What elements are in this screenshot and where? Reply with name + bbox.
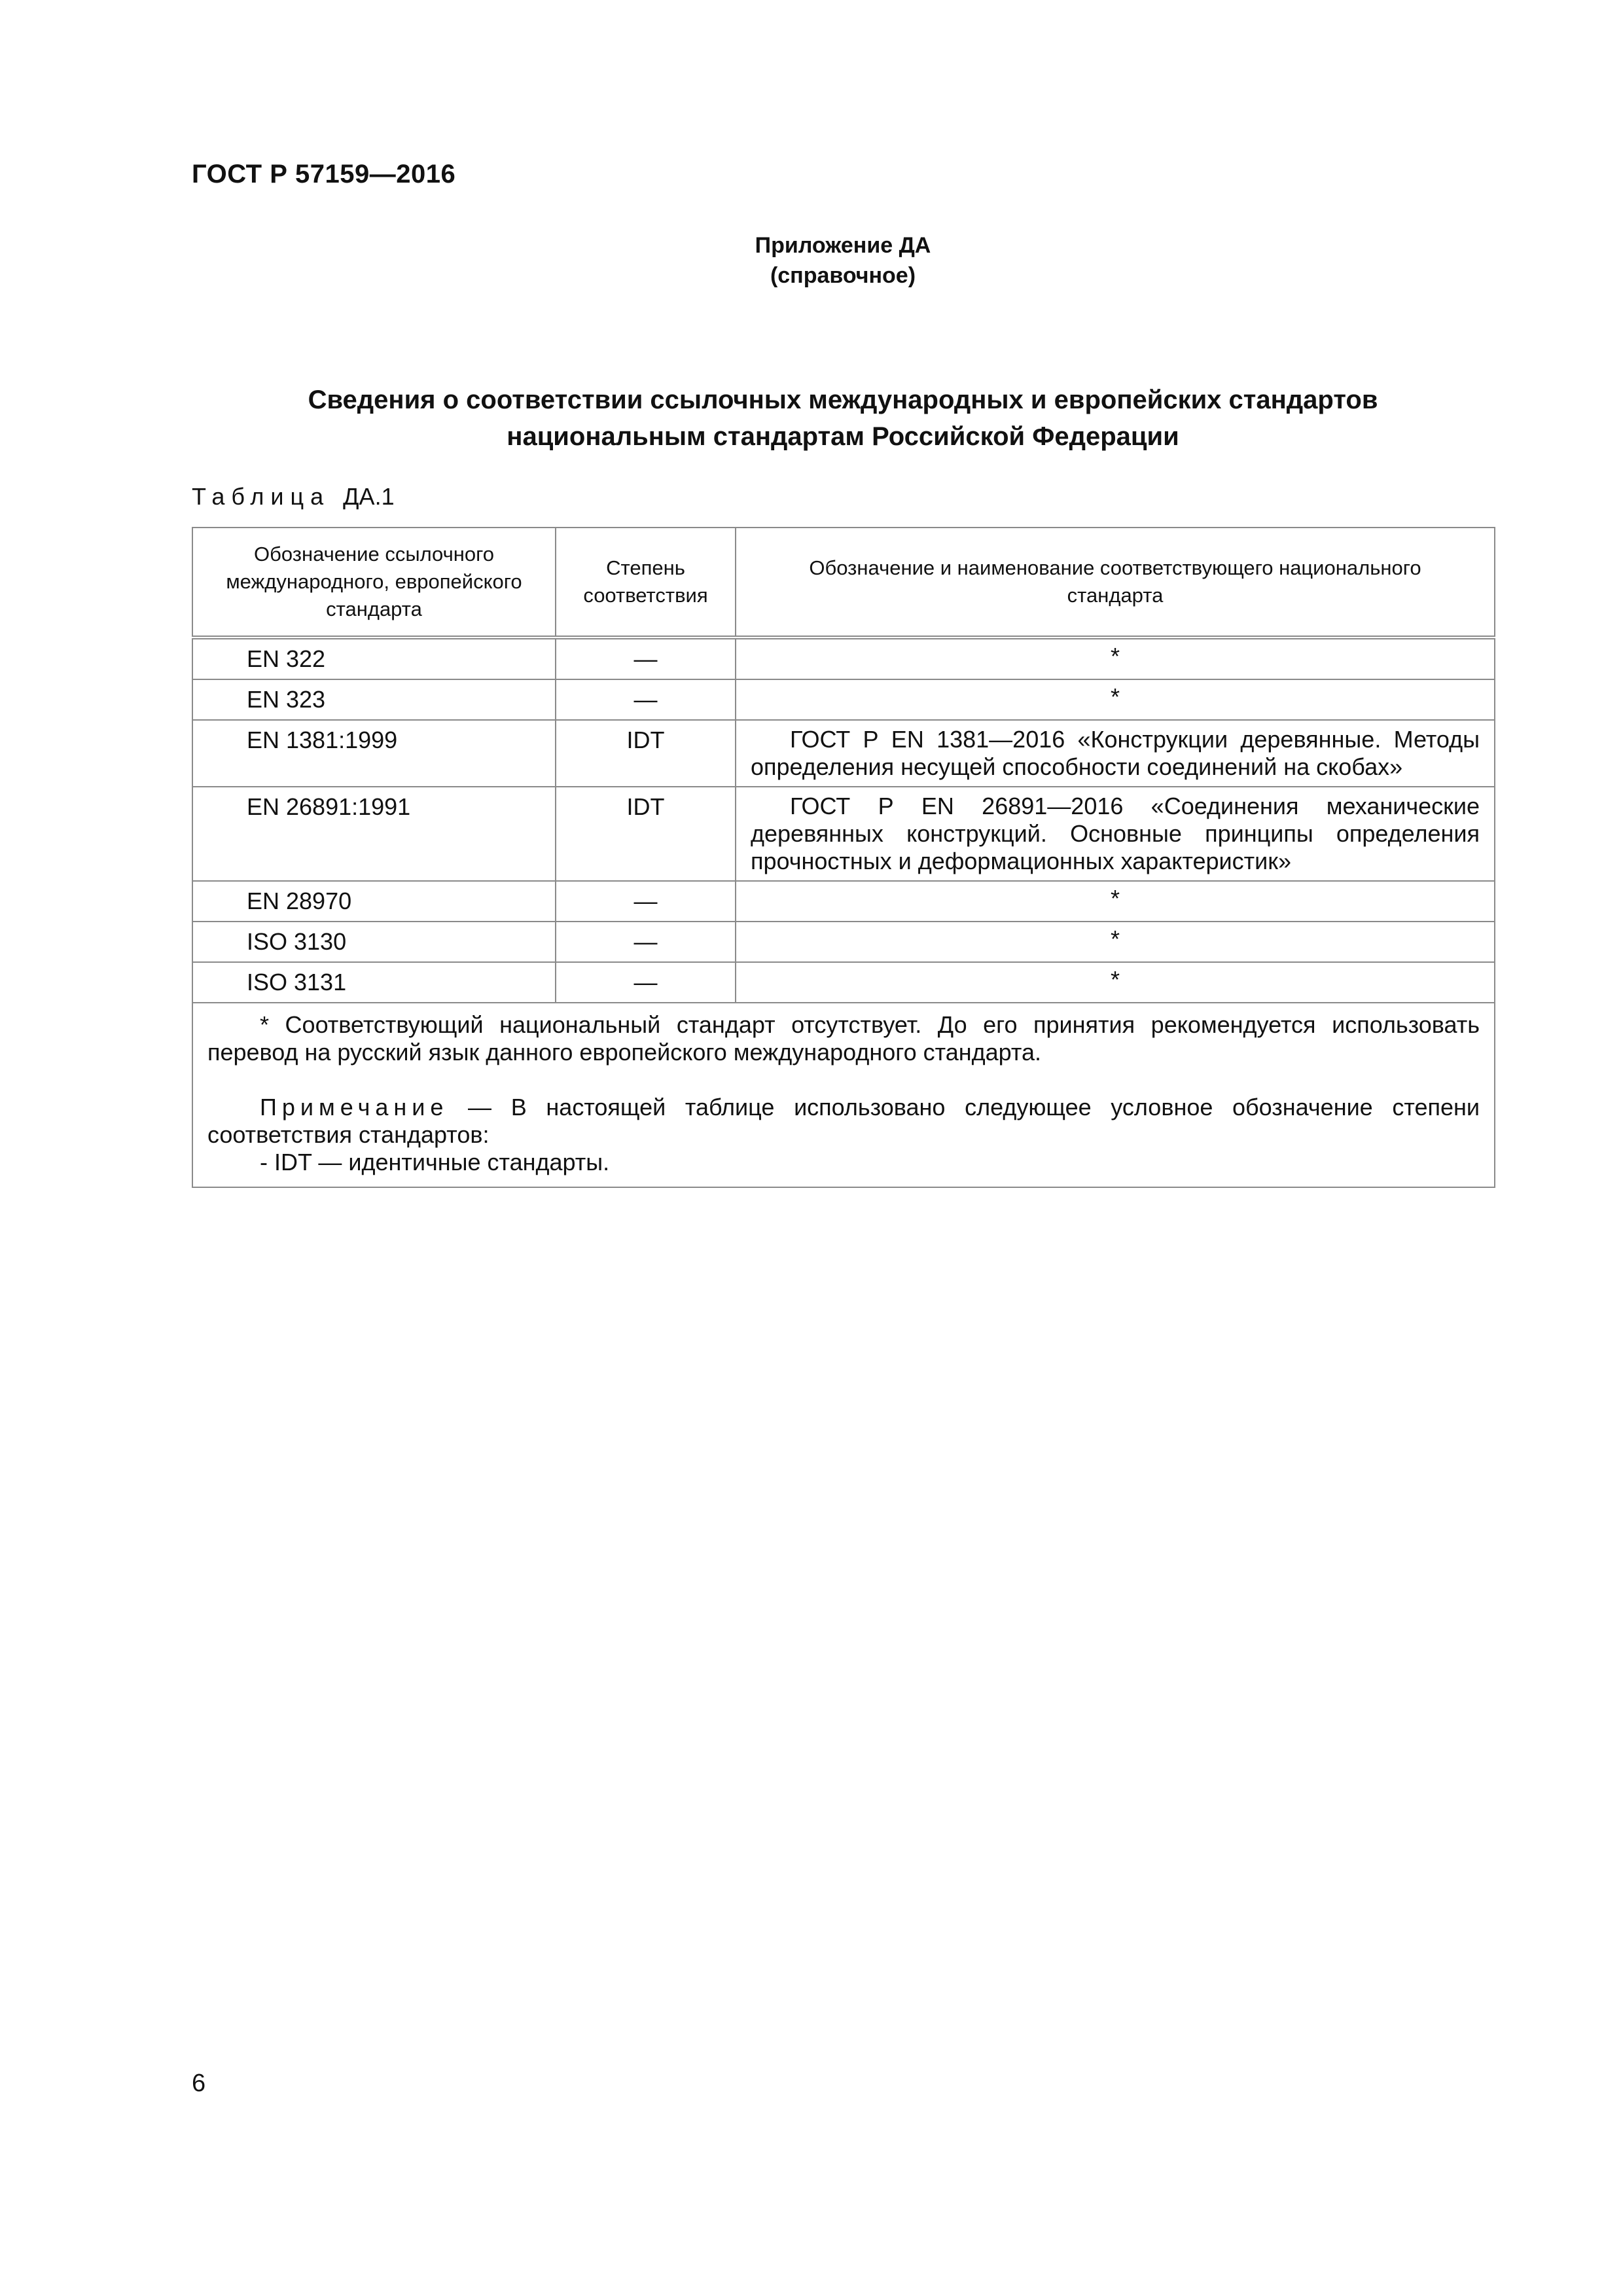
table-footer — [192, 1003, 1495, 1187]
header-reference-standard: Обозначение ссылочного международного, европейского стандарта — [192, 528, 556, 637]
standards-table — [192, 527, 1495, 1188]
appendix-kind: (справочное) — [770, 263, 916, 288]
table-footer-row — [192, 1003, 1495, 1187]
table-caption-label: Таблица — [192, 483, 330, 510]
section-title-line1: Сведения о соответствии ссылочных международных и европейских стандартов — [308, 386, 1378, 414]
note-item: - IDT — идентичные стандарты. — [260, 1149, 610, 1175]
table-caption — [192, 483, 395, 511]
cell-code: EN 323 — [192, 679, 556, 720]
cell-national: ГОСТ Р EN 26891—2016 «Соединения механические деревянных конструкций. Основные принципы определения прочностных и деформационных характеристик» — [736, 787, 1495, 881]
table-row — [192, 679, 1495, 720]
cell-code: EN 26891:1991 — [192, 787, 556, 881]
cell-code: EN 28970 — [192, 881, 556, 922]
cell-degree: IDT — [556, 720, 736, 787]
table-row — [192, 962, 1495, 1003]
note-label: Примечание — [260, 1094, 449, 1121]
note — [207, 1094, 1480, 1149]
cell-degree: IDT — [556, 787, 736, 881]
table-row — [192, 720, 1495, 787]
document-id: ГОСТ Р 57159—2016 — [192, 160, 456, 188]
cell-degree: — — [556, 881, 736, 922]
cell-national: * — [736, 962, 1495, 1003]
table-row — [192, 637, 1495, 679]
cell-national: * — [736, 637, 1495, 679]
cell-degree: — — [556, 922, 736, 962]
table-row — [192, 922, 1495, 962]
cell-code: EN 322 — [192, 637, 556, 679]
cell-national: ГОСТ Р EN 1381—2016 «Конструкции деревянные. Методы определения несущей способности соединений на скобах» — [736, 720, 1495, 787]
note-text: — В настоящей таблице использовано следующее условное обозначение степени соответствия стандартов: — [207, 1094, 1480, 1148]
footnote: * Соответствующий национальный стандарт отсутствует. До его принятия рекомендуется использовать перевод на русский язык данного европейского международного стандарта. — [207, 1011, 1480, 1066]
cell-degree: — — [556, 637, 736, 679]
table-header-row — [192, 528, 1495, 637]
section-title-line2: национальным стандартам Российской Федерации — [507, 422, 1179, 451]
header-national-standard: Обозначение и наименование соответствующего национального стандарта — [736, 528, 1495, 637]
page-number: 6 — [192, 2070, 206, 2097]
cell-code: EN 1381:1999 — [192, 720, 556, 787]
header-degree: Степень соответствия — [556, 528, 736, 637]
appendix-title: Приложение ДА — [755, 233, 931, 258]
cell-degree: — — [556, 679, 736, 720]
cell-degree: — — [556, 962, 736, 1003]
cell-code: ISO 3131 — [192, 962, 556, 1003]
table-caption-number: ДА.1 — [343, 483, 395, 510]
cell-national: * — [736, 922, 1495, 962]
cell-code: ISO 3130 — [192, 922, 556, 962]
cell-national: * — [736, 679, 1495, 720]
cell-national: * — [736, 881, 1495, 922]
section-title — [192, 382, 1494, 455]
table-row — [192, 787, 1495, 881]
table-row — [192, 881, 1495, 922]
